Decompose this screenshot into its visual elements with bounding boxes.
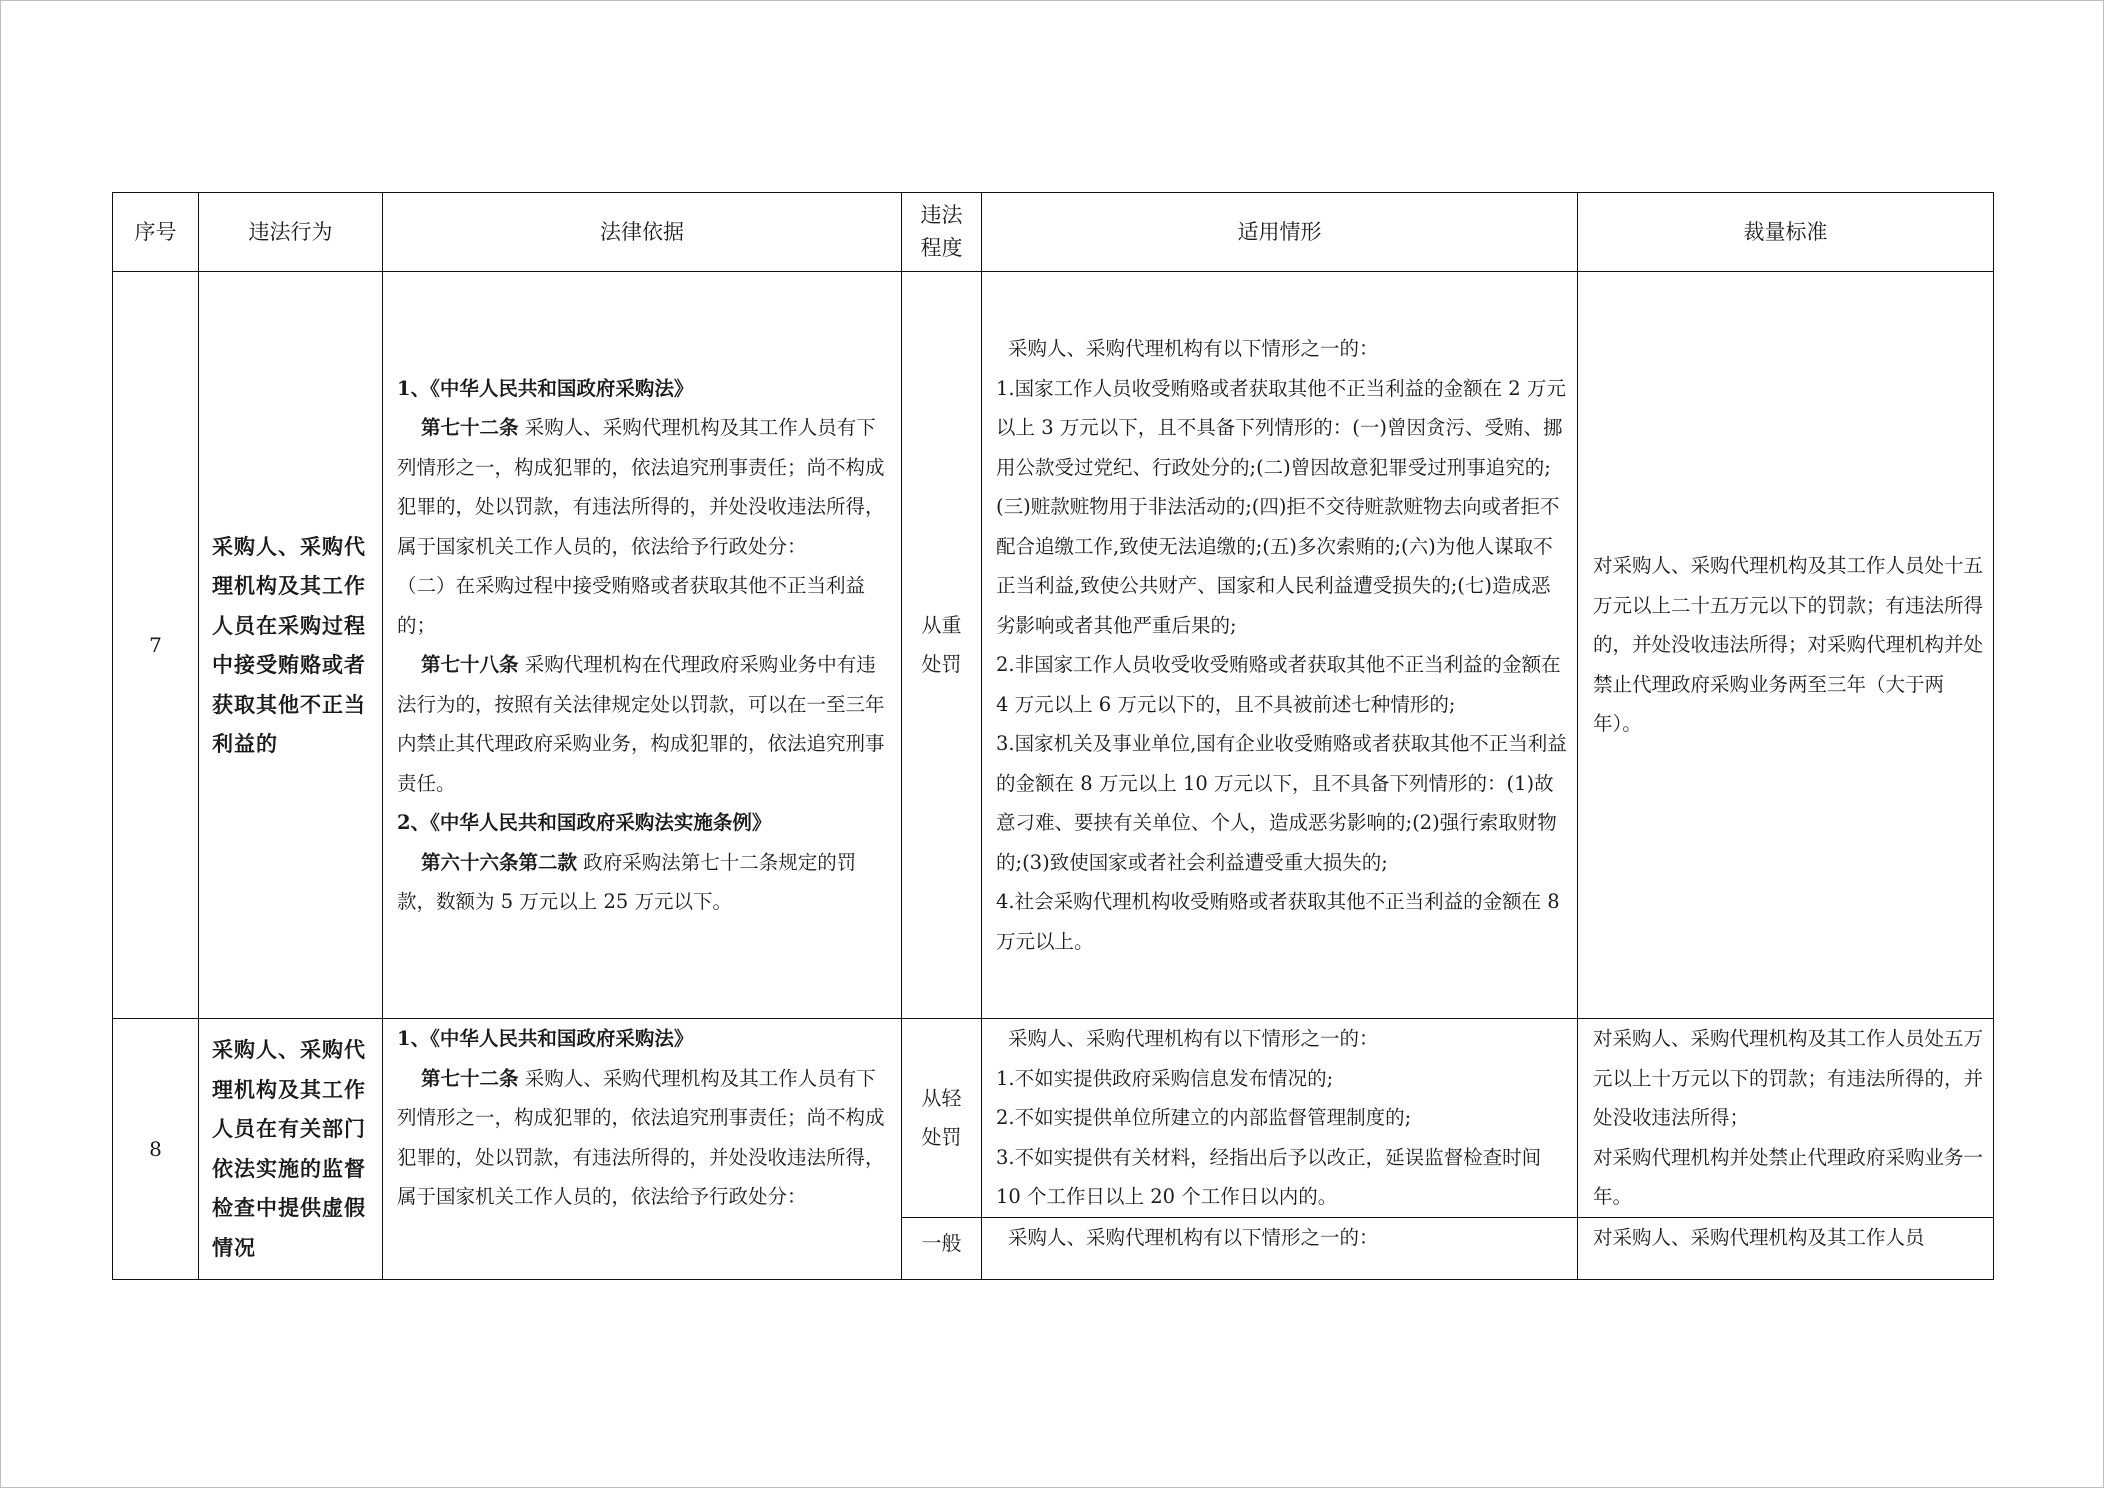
row7-case-3: 3.国家机关及事业单位,国有企业收受贿赂或者获取其他不正当利益的金额在 8 万元以上 10 万元以下，且不具备下列情形的：(1)故意刁难、要挟有关单位、个人，造成恶劣影响的;(2)强行索取财物的;(3)致使国家或者社会利益遭受重大损失的; (996, 732, 1567, 874)
row8-num: 8 (113, 1019, 199, 1280)
table-row-8-light (113, 1019, 1994, 1218)
header-basis: 法律依据 (383, 193, 902, 272)
row8-light-case-3: 3.不如实提供有关材料，经指出后予以改正，延误监督检查时间 10 个工作日以上 20 个工作日以内的。 (996, 1145, 1542, 1208)
row7-case-2: 2.非国家工作人员收受收受贿赂或者获取其他不正当利益的金额在 4 万元以上 6 万元以下的，且不具被前述七种情形的; (996, 653, 1561, 716)
row7-art66: 第六十六条第二款 政府采购法第七十二条规定的罚款，数额为 5 万元以上 25 万元以下。 (397, 850, 857, 913)
header-cases: 适用情形 (982, 193, 1578, 272)
row8-basis (383, 1019, 902, 1280)
row8-general-cases (982, 1217, 1578, 1279)
row8-light-case-1: 1.不如实提供政府采购信息发布情况的; (996, 1066, 1334, 1090)
row7-art72: 第七十二条 采购人、采购代理机构及其工作人员有下列情形之一，构成犯罪的，依法追究刑事责任；尚不构成犯罪的，处以罚款，有违法所得的，并处没收违法所得，属于国家机关工作人员的，依法给予行政处分： (397, 416, 885, 558)
discretion-standard-table (112, 192, 1994, 1280)
row7-cases (982, 272, 1578, 1019)
row8-light-cases (982, 1019, 1578, 1218)
row7-cases-intro: 采购人、采购代理机构有以下情形之一的： (1008, 337, 1379, 360)
row7-degree: 从重处罚 (902, 272, 982, 1019)
row7-standard: 对采购人、采购代理机构及其工作人员处十五万元以上二十五万元以下的罚款；有违法所得的，并处没收违法所得；对采购代理机构并处禁止代理政府采购业务两至三年（大于两年）。 (1578, 272, 1994, 1019)
table-row-7 (113, 272, 1994, 1019)
row8-light-degree: 从轻处罚 (902, 1019, 982, 1218)
row8-light-intro: 采购人、采购代理机构有以下情形之一的： (1008, 1027, 1379, 1050)
header-num: 序号 (113, 193, 199, 272)
row8-light-standard (1578, 1019, 1994, 1218)
row7-law1: 1、《中华人民共和国政府采购法》 (397, 376, 694, 400)
row7-case-1: 1.国家工作人员收受贿赂或者获取其他不正当利益的金额在 2 万元以上 3 万元以下，且不具备下列情形的：(一)曾因贪污、受贿、挪用公款受过党纪、行政处分的;(二)曾因故意犯罪受过刑事追究的;(三)赃款赃物用于非法活动的;(四)拒不交待赃款赃物去向或者拒不配合追缴工作,致使无法追缴的;(五)多次索贿的;(六)为他人谋取不正当利益,致使公共财产、国家和人民利益遭受损失的;(七)造成恶劣影响或者其他严重后果的; (996, 376, 1566, 637)
row7-num: 7 (113, 272, 199, 1019)
row8-general-standard: 对采购人、采购代理机构及其工作人员 (1578, 1217, 1994, 1279)
row7-law2: 2、《中华人民共和国政府采购法实施条例》 (397, 811, 772, 834)
row8-law1: 1、《中华人民共和国政府采购法》 (397, 1027, 694, 1050)
table-header-row (113, 193, 1994, 272)
row8-general-intro: 采购人、采购代理机构有以下情形之一的： (1008, 1225, 1379, 1249)
row8-general-degree: 一般 (902, 1217, 982, 1279)
header-standard: 裁量标准 (1578, 193, 1994, 272)
row8-light-case-2: 2.不如实提供单位所建立的内部监督管理制度的; (996, 1106, 1412, 1129)
row7-item2: （二）在采购过程中接受贿赂或者获取其他不正当利益的； (397, 574, 866, 637)
row7-art78: 第七十八条 采购代理机构在代理政府采购业务中有违法行为的，按照有关法律规定处以罚款，可以在一至三年内禁止其代理政府采购业务，构成犯罪的，依法追究刑事责任。 (397, 653, 885, 795)
row8-light-std-1: 对采购人、采购代理机构及其工作人员处五万元以上十万元以下的罚款；有违法所得的，并处没收违法所得； (1593, 1027, 1984, 1129)
row8-art72: 第七十二条 采购人、采购代理机构及其工作人员有下列情形之一，构成犯罪的，依法追究刑事责任；尚不构成犯罪的，处以罚款，有违法所得的，并处没收违法所得，属于国家机关工作人员的，依法给予行政处分： (397, 1066, 885, 1208)
row8-light-std-2: 对采购代理机构并处禁止代理政府采购业务一年。 (1593, 1145, 1984, 1208)
row7-behavior: 采购人、采购代理机构及其工作人员在采购过程中接受贿赂或者获取其他不正当利益的 (199, 272, 383, 1019)
header-behavior: 违法行为 (199, 193, 383, 272)
header-degree: 违法程度 (902, 193, 982, 272)
row7-case-4: 4.社会采购代理机构收受贿赂或者获取其他不正当利益的金额在 8 万元以上。 (996, 890, 1560, 953)
row7-basis (383, 272, 902, 1019)
row8-behavior: 采购人、采购代理机构及其工作人员在有关部门依法实施的监督检查中提供虚假情况 (199, 1019, 383, 1280)
